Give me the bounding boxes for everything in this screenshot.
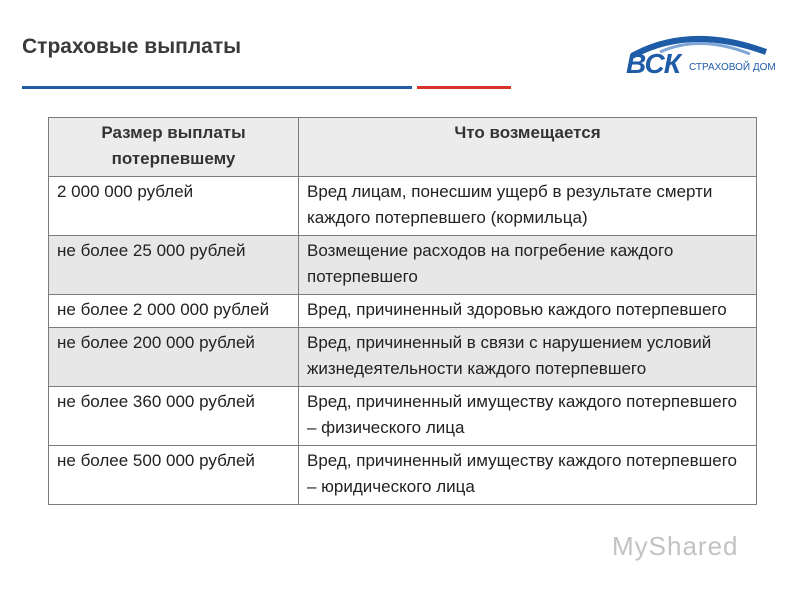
- description-cell: Вред, причиненный имуществу каждого потерпевшего – юридического лица: [299, 446, 757, 505]
- table-row: [49, 446, 757, 505]
- table-row: [49, 236, 757, 295]
- amount-cell: 2 000 000 рублей: [49, 177, 299, 236]
- slide-title: Страховые выплаты: [22, 35, 242, 58]
- amount-cell: не более 500 000 рублей: [49, 446, 299, 505]
- header-amount: Размер выплаты потерпевшему: [49, 118, 299, 177]
- amount-cell: не более 2 000 000 рублей: [49, 295, 299, 328]
- table-row: [49, 387, 757, 446]
- description-cell: Вред лицам, понесшим ущерб в результате смерти каждого потерпевшего (кормильца): [299, 177, 757, 236]
- title-underline-red: [417, 86, 511, 89]
- header-description: Что возмещается: [299, 118, 757, 177]
- amount-cell: не более 200 000 рублей: [49, 328, 299, 387]
- description-cell: Вред, причиненный имуществу каждого потерпевшего – физического лица: [299, 387, 757, 446]
- payments-table: [48, 117, 757, 505]
- amount-cell: не более 360 000 рублей: [49, 387, 299, 446]
- company-logo: [626, 30, 786, 80]
- title-underline-blue: [22, 86, 412, 89]
- amount-cell: не более 25 000 рублей: [49, 236, 299, 295]
- table-row: [49, 295, 757, 328]
- table-row: [49, 328, 757, 387]
- logo-brand: ВСК: [626, 48, 680, 79]
- table-row: [49, 177, 757, 236]
- watermark: MyShared: [612, 531, 739, 561]
- description-cell: Вред, причиненный здоровью каждого потерпевшего: [299, 295, 757, 328]
- description-cell: Возмещение расходов на погребение каждого потерпевшего: [299, 236, 757, 295]
- description-cell: Вред, причиненный в связи с нарушением условий жизнедеятельности каждого потерпевшего: [299, 328, 757, 387]
- table-header-row: [49, 118, 757, 177]
- logo-subtitle: СТРАХОВОЙ ДОМ: [689, 62, 776, 73]
